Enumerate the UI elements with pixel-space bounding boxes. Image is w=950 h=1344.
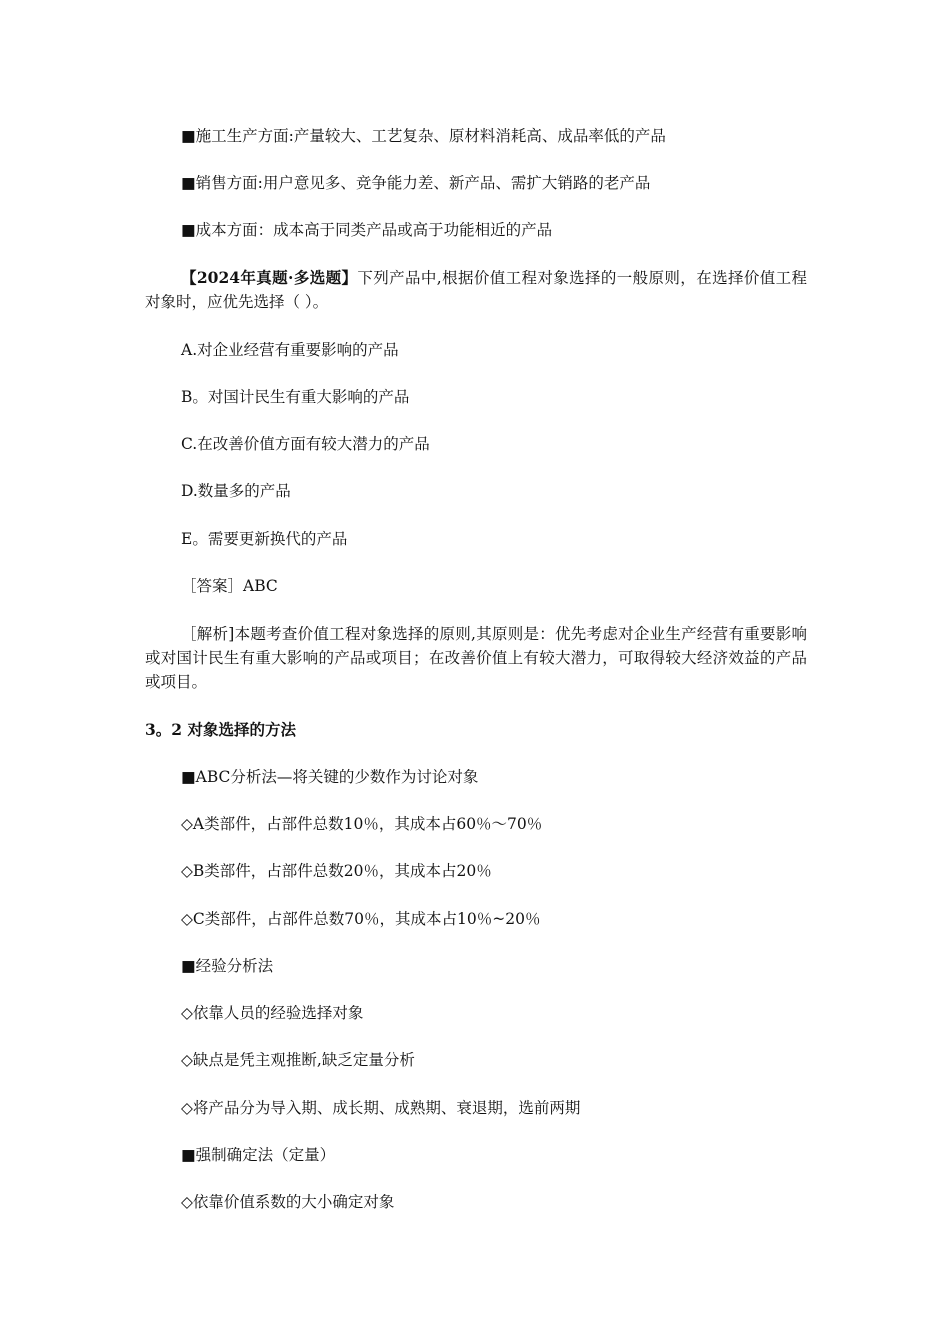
question-stem bbox=[145, 266, 807, 314]
abc-class-c: ◇C类部件，占部件总数70％，其成本占10％~20％ bbox=[181, 910, 541, 928]
option-b: B。对国计民生有重大影响的产品 bbox=[181, 388, 410, 406]
abc-class-b: ◇B类部件，占部件总数20％，其成本占20％ bbox=[181, 862, 492, 880]
experience-drawback: ◇缺点是凭主观推断,缺乏定量分析 bbox=[181, 1051, 415, 1069]
experience-method: ■经验分析法 bbox=[181, 957, 274, 975]
question-tag: 【2024年真题·多选题】 bbox=[181, 268, 358, 287]
analysis: ［解析]本题考查价值工程对象选择的原则,其原则是：优先考虑对企业生产经营有重要影响或对国计民生有重大影响的产品或项目；在改善价值上有较大潜力，可取得较大经济效益的产品或项目。 bbox=[145, 625, 807, 691]
value-coefficient: ◇依靠价值系数的大小确定对象 bbox=[181, 1193, 395, 1211]
forced-method: ■强制确定法（定量） bbox=[181, 1146, 336, 1164]
bullet-cost: ■成本方面：成本高于同类产品或高于功能相近的产品 bbox=[181, 221, 553, 239]
option-a: A.对企业经营有重要影响的产品 bbox=[181, 341, 399, 359]
abc-class-a: ◇A类部件，占部件总数10％，其成本占60％～70％ bbox=[181, 815, 543, 833]
product-lifecycle: ◇将产品分为导入期、成长期、成熟期、衰退期，选前两期 bbox=[181, 1099, 581, 1117]
section-heading: 3。2 对象选择的方法 bbox=[145, 720, 296, 739]
option-e: E。需要更新换代的产品 bbox=[181, 530, 348, 548]
option-d: D.数量多的产品 bbox=[181, 482, 291, 500]
bullet-sales: ■销售方面:用户意见多、竞争能力差、新产品、需扩大销路的老产品 bbox=[181, 174, 651, 192]
question-text: 下列产品中,根据价值工程对象选择的一般原则，在选择价值工程对象时，应优先选择（ ）。 bbox=[145, 269, 807, 311]
bullet-construction: ■施工生产方面:产量较大、工艺复杂、原材料消耗高、成品率低的产品 bbox=[181, 127, 666, 145]
experience-basis: ◇依靠人员的经验选择对象 bbox=[181, 1004, 364, 1022]
option-c: C.在改善价值方面有较大潜力的产品 bbox=[181, 435, 430, 453]
abc-method: ■ABC分析法—将关键的少数作为讨论对象 bbox=[181, 768, 479, 786]
answer: ［答案］ABC bbox=[181, 577, 278, 595]
